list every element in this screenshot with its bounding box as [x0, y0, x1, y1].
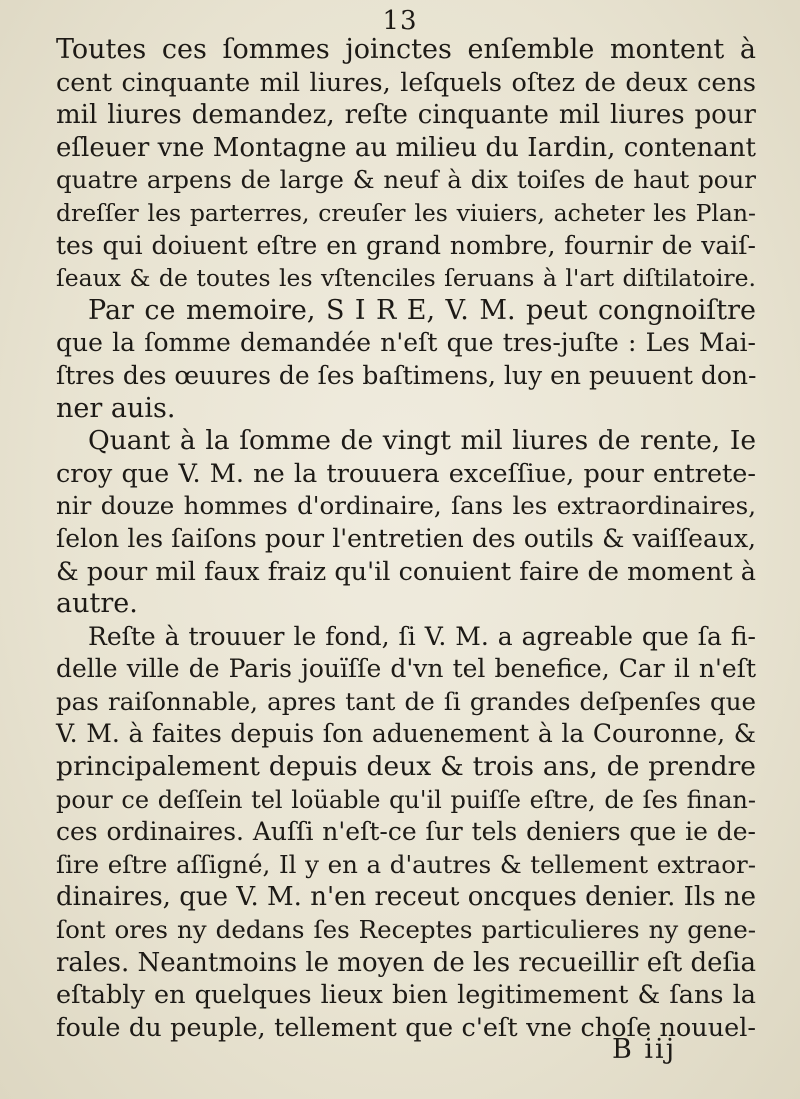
text-line: ſeaux & de toutes les vſtenciles ſeruans à l'art diſtilatoire.	[56, 264, 756, 293]
text-line: Par ce memoire, S I R E, V. M. peut congnoiſtre	[88, 294, 756, 326]
signature-mark: B iij	[612, 1034, 677, 1065]
text-line: Quant à la ſomme de vingt mil liures de rente, Ie	[88, 425, 756, 457]
text-line: delle ville de Paris jouïſſe d'vn tel benefice, Car il n'eſt	[56, 654, 756, 684]
text-line: ces ordinaires. Auſſi n'eſt-ce ſur tels deniers que ie de-	[56, 817, 756, 847]
text-line: Toutes ces ſommes joinctes enſemble montent à	[56, 34, 756, 65]
text-line: ſtres des œuures de ſes baſtimens, luy en peuuent don-	[56, 360, 757, 390]
text-line: cent cinquante mil liures, leſquels oſtez de deux cens	[56, 67, 756, 98]
text-line: croy que V. M. ne la trouuera exceſſiue, pour entrete-	[56, 458, 756, 489]
page-number: 13	[382, 6, 418, 36]
text-line: ſire eſtre aſſigné, Il y en a d'autres & tellement extraor-	[56, 849, 756, 879]
body-text	[56, 34, 756, 1044]
text-line: mil liures demandez, reſte cinquante mil liures pour	[56, 100, 756, 131]
text-line: tes qui doiuent eſtre en grand nombre, fournir de vaiſ-	[56, 230, 756, 260]
text-line: eſleuer vne Montagne au milieu du Iardin, contenant	[56, 132, 756, 163]
text-line: rales. Neantmoins le moyen de les recueillir eſt deſia	[56, 947, 756, 978]
text-line: dinaires, que V. M. n'en receut oncques denier. Ils ne	[56, 882, 756, 913]
text-line: principalement depuis deux & trois ans, de prendre	[56, 751, 756, 783]
text-line: Reſte à trouuer le fond, ſi V. M. a agreable que ſa fi-	[88, 621, 756, 651]
text-line: V. M. à faites depuis ſon aduenement à la Couronne, &	[56, 719, 756, 749]
text-line: nir douze hommes d'ordinaire, ſans les extraordinaires,	[56, 491, 756, 521]
text-line: foule du peuple, tellement que c'eſt vne choſe nouuel-	[56, 1012, 756, 1043]
text-line: autre.	[56, 588, 138, 620]
text-line: ſont ores ny dedans ſes Receptes particulieres ny gene-	[56, 915, 756, 945]
text-line: & pour mil faux fraiz qu'il conuient faire de moment à	[56, 556, 756, 587]
text-line: pour ce deſſein tel loüable qu'il puiſſe eſtre, de ſes finan-	[56, 785, 756, 814]
text-line: que la ſomme demandée n'eſt que tres-juſte : Les Mai-	[56, 328, 756, 358]
text-line: eſtably en quelques lieux bien legitimement & ſans la	[56, 980, 756, 1011]
text-line: ner auis.	[56, 392, 176, 424]
text-line: pas raiſonnable, apres tant de ſi grandes deſpenſes que	[56, 686, 756, 716]
text-line: dreſſer les parterres, creuſer les viuiers, acheter les Plan-	[56, 198, 756, 227]
text-line: ſelon les ſaiſons pour l'entretien des outils & vaiſſeaux,	[56, 523, 756, 553]
text-line: quatre arpens de large & neuf à dix toiſes de haut pour	[56, 165, 756, 195]
